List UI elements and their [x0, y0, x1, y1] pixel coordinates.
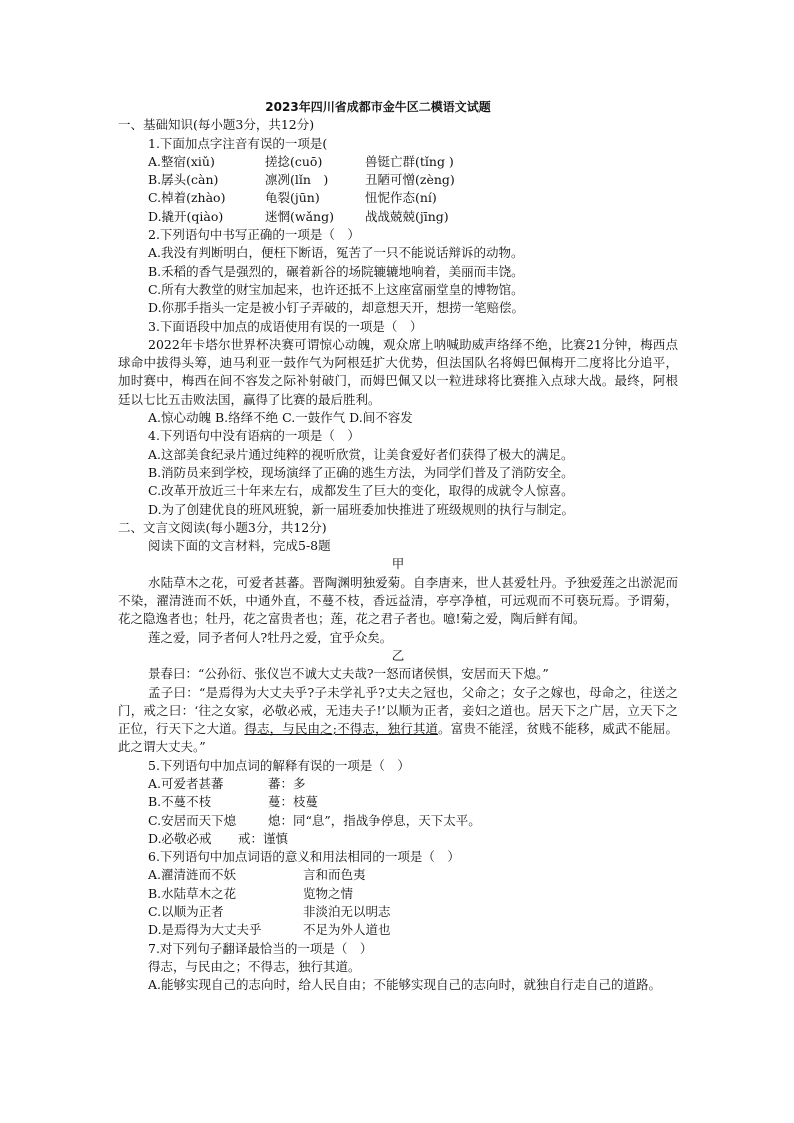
option-row: [118, 208, 678, 226]
page-title: 2023年四川省成都市金牛区二模语文试题: [265, 100, 491, 114]
option-cell: 龟裂(jūn): [265, 190, 320, 206]
option-cell: 战战兢兢(jīng): [365, 208, 449, 224]
underlined-sentence: 得志，与民由之;不得志，独行其道: [244, 721, 439, 737]
option-cell: A.濯清涟而不妖: [148, 867, 237, 883]
question-stem: 2.下列语句中书写正确的一项是（ ）: [148, 227, 360, 243]
option-row: [118, 812, 678, 830]
option-cell: A.整宿(xiǔ): [148, 153, 215, 169]
passage-jia: 水陆草木之花，可爱者甚蕃。晋陶渊明独爱菊。自李唐来，世人甚爱牡丹。予独爱莲之出淤泥而不染，濯清涟而不妖，中通外直，不蔓不枝，香远益清，亭亭净植，可远观而不可亵玩焉。予谓菊，花之隐逸者也；牡丹，花之富贵者也；莲，花之君子者也。噫!菊之爱，陶后鲜有闻。: [118, 574, 678, 627]
option-cell: 非淡泊无以明志: [303, 904, 391, 920]
option-row: [118, 189, 678, 207]
option-cell: 不足为外人道也: [303, 922, 391, 938]
option-cell: C.以顺为正者: [148, 904, 224, 920]
option-cell: 蕃：多: [268, 775, 306, 791]
option-cell: C.安居而天下熄: [148, 812, 237, 828]
option-cell: D.撬开(qiào): [148, 208, 224, 224]
option-row: [118, 830, 678, 848]
text-label-jia: 甲: [391, 556, 405, 572]
question-stem: 1.下面加点字注音有误的一项是(: [148, 135, 328, 151]
option-cell: B.不蔓不枝: [148, 794, 212, 810]
option-cell: 凛冽(lǐn ): [265, 172, 329, 188]
passage-text: 孟子曰：“是焉得为大丈夫乎?子未学礼乎?丈夫之冠也，父命之；女子之嫁也，母命之，往送之门，戒之曰：‘往之女家，必敬必戒，无违夫子!’以顺为正者，妾妇之道也。居天下之广居，立天下之正位，行天下之大道。: [118, 684, 678, 737]
option-cell: 忸怩作态(ní): [365, 190, 437, 206]
question-stem: 3.下面语段中加点的成语使用有误的一项是（ ）: [148, 318, 423, 334]
option-cell: 迷惘(wǎng): [265, 208, 334, 224]
option: A.我没有判断明白，便枉下断语，冤苦了一只不能说话辩诉的动物。: [148, 245, 524, 261]
option-cell: 言和而色夷: [303, 867, 366, 883]
passage: 2022年卡塔尔世界杯决赛可谓惊心动魄，观众席上呐喊助威声络绎不绝，比赛21分钟，梅西点球命中拔得头筹，迪马利亚一鼓作气为阿根廷扩大优势，但法国队名将姆巴佩梅开二度将比分追平，加时赛中，梅西在间不容发之际补射破门，而姆巴佩又以一粒进球将比赛推入点球大战。最终，阿根廷以七比五击败法国，赢得了比赛的最后胜利。: [118, 336, 678, 407]
option-cell: A.可爱者甚蕃: [148, 775, 224, 791]
option-cell: D.是焉得为大丈夫乎: [148, 922, 262, 938]
passage-yi: 景春曰：“公孙衍、张仪岂不诚大丈夫哉?一怒而诸侯惧，安居而天下熄。”: [148, 666, 549, 682]
exam-page: [118, 98, 678, 995]
reading-intro: 阅读下面的文言材料，完成5-8题: [148, 538, 331, 554]
option-cell: 丑陋可憎(zèng): [365, 172, 455, 188]
question-stem: 7.对下列句子翻译最恰当的一项是（ ）: [148, 940, 373, 956]
option: D.为了创建优良的班风班貌，新一届班委加快推进了班级规则的执行与制定。: [148, 501, 575, 517]
passage-jia-end: 莲之爱，同予者何人?牡丹之爱，宜乎众矣。: [148, 629, 393, 645]
option-cell: B.水陆草木之花: [148, 885, 237, 901]
section-heading: 二、文言文阅读(每小题3分，共12分): [118, 519, 327, 535]
option-cell: D.必敬必戒: [148, 830, 212, 846]
option-row: [118, 921, 678, 939]
option: B.禾稻的香气是强烈的，碾着新谷的场院辘辘地响着，美丽而丰饶。: [148, 263, 524, 279]
option-row: [118, 885, 678, 903]
option: A.这部美食纪录片通过纯粹的视听欣赏，让美食爱好者们获得了极大的满足。: [148, 446, 574, 462]
question-stem: 5.下列语句中加点词的解释有误的一项是（ ）: [148, 757, 410, 773]
option-cell: B.孱头(càn): [148, 172, 219, 188]
passage-text: 。富贵不能淫，贫贱不能移，威武不能屈。此之谓大丈夫。”: [118, 721, 678, 755]
option-cell: C.棹着(zhào): [148, 190, 226, 206]
passage-yi-mencius: [118, 684, 678, 757]
option-row: [118, 903, 678, 921]
question-stem: 6.下列语句中加点词语的意义和用法相同的一项是（ ）: [148, 849, 460, 865]
sentence-to-translate: 得志，与民由之；不得志，独行其道。: [148, 958, 361, 974]
option-cell: 戒：谨慎: [238, 830, 289, 846]
option: C.所有大教堂的财宝加起来，也许还抵不上这座富丽堂皇的博物馆。: [148, 281, 524, 297]
option-cell: 兽铤亡群(tǐng ): [365, 153, 454, 169]
question-stem: 4.下列语句中没有语病的一项是（ ）: [148, 428, 360, 444]
option-row: [118, 866, 678, 884]
option-cell: 搓捻(cuō): [265, 153, 323, 169]
option-row: [118, 793, 678, 811]
option-row: [118, 171, 678, 189]
option: D.你那手指头一定是被小钉子弄破的，却意想天开，想捞一笔赔偿。: [148, 300, 525, 316]
option-row: [118, 775, 678, 793]
option: B.消防员来到学校，现场演绎了正确的逃生方法，为同学们普及了消防安全。: [148, 464, 574, 480]
option-cell: 蔓：枝蔓: [268, 794, 319, 810]
option-cell: 熄：同“息”，指战争停息，天下太平。: [268, 812, 481, 828]
option: A.惊心动魄 B.络绎不绝 C.一鼓作气 D.间不容发: [148, 410, 413, 426]
option: A.能够实现自己的志向时，给人民自由；不能够实现自己的志向时，就独自行走自己的道路。: [148, 977, 662, 993]
option-row: [118, 153, 678, 171]
option: C.改革开放近三十年来左右，成都发生了巨大的变化，取得的成就令人惊喜。: [148, 483, 574, 499]
text-label-yi: 乙: [391, 647, 405, 663]
option-cell: 览物之情: [303, 885, 354, 901]
section-heading: 一、基础知识(每小题3分，共12分): [118, 117, 315, 133]
